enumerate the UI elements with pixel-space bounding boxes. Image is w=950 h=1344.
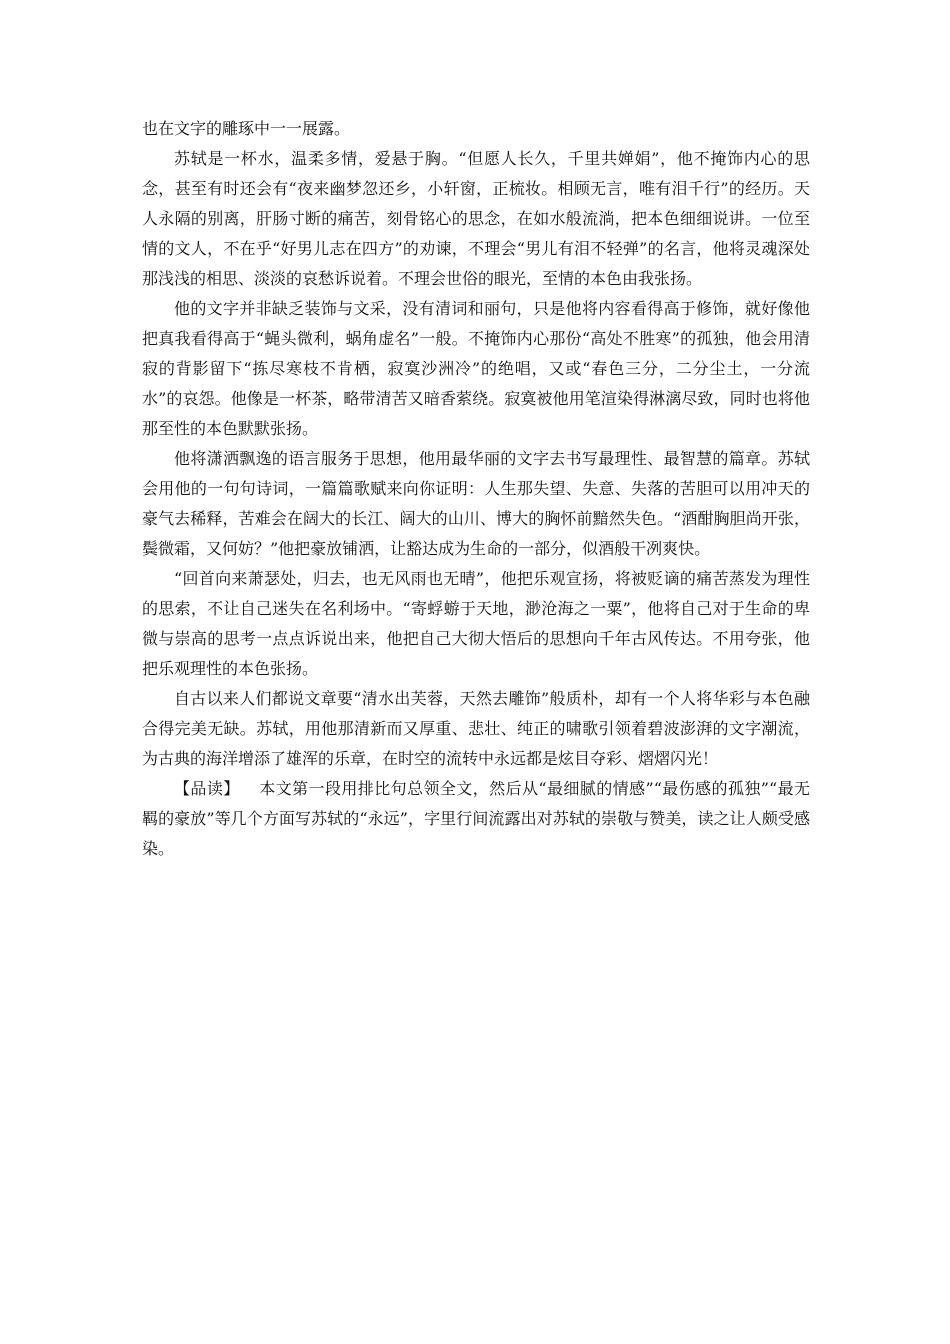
paragraph-water: 苏轼是一杯水，温柔多情，爱悬于胸。“但愿人长久，千里共婵娟”，他不掩饰内心的思念，甚至有时还会有“夜来幽梦忽还乡，小轩窗，正梳妆。相顾无言，唯有泪千行”的经历。天人永隔的别离，肝肠寸断的痛苦，刻骨铭心的思念，在如水般流淌，把本色细细说讲。一位至情的文人，不在乎“好男儿志在四方”的劝谏，不理会“男儿有泪不轻弹”的名言，他将灵魂深处那浅浅的相思、淡淡的哀愁诉说着。不理会世俗的眼光，至情的本色由我张扬。	[142, 149, 810, 288]
commentary-paragraph	[142, 774, 810, 864]
commentary-label: 【品读】	[174, 779, 240, 798]
commentary-text: 本文第一段用排比句总领全文，然后从“最细腻的情感”“最伤感的孤独”“最无羁的豪放”等几个方面写苏轼的“永远”，字里行间流露出对苏轼的崇敬与赞美，读之让人颇受感染。	[142, 779, 810, 858]
paragraph-conclusion: 自古以来人们都说文章要“清水出芙蓉，天然去雕饰”般质朴，却有一个人将华彩与本色融合得完美无缺。苏轼，用他那清新而又厚重、悲壮、纯正的啸歌引领着碧波澎湃的文字潮流，为古典的海洋增添了雄浑的乐章，在时空的流转中永远都是炫目夺彩、熠熠闪光！	[142, 689, 810, 768]
paragraph-optimism: “回首向来萧瑟处，归去，也无风雨也无晴”，他把乐观宣扬，将被贬谪的痛苦蒸发为理性的思索，不让自己迷失在名利场中。“寄蜉蝣于天地，渺沧海之一粟”，他将自己对于生命的卑微与崇高的思考一点点诉说出来，他把自己大彻大悟后的思想向千年古风传达。不用夸张，他把乐观理性的本色张扬。	[142, 569, 810, 678]
document-page	[142, 114, 810, 864]
paragraph-tea: 他的文字并非缺乏装饰与文采，没有清词和丽句，只是他将内容看得高于修饰，就好像他把真我看得高于“蝇头微利，蜗角虚名”一般。不掩饰内心那份“高处不胜寒”的孤独，他会用清寂的背影留下“拣尽寒枝不肯栖，寂寞沙洲冷”的绝唱，又或“春色三分，二分尘土，一分流水”的哀怨。他像是一杯茶，略带清苦又暗香萦绕。寂寞被他用笔渲染得淋漓尽致，同时也将他那至性的本色默默张扬。	[142, 299, 810, 438]
paragraph-wine: 他将潇洒飘逸的语言服务于思想，他用最华丽的文字去书写最理性、最智慧的篇章。苏轼会用他的一句句诗词，一篇篇歌赋来向你证明：人生那失望、失意、失落的苦胆可以用冲天的豪气去稀释，苦难会在阔大的长江、阔大的山川、博大的胸怀前黯然失色。“酒酣胸胆尚开张，鬓微霜，又何妨？”他把豪放铺洒，让豁达成为生命的一部分，似酒般干冽爽快。	[142, 449, 810, 558]
paragraph-continuation: 也在文字的雕琢中一一展露。	[142, 119, 351, 138]
